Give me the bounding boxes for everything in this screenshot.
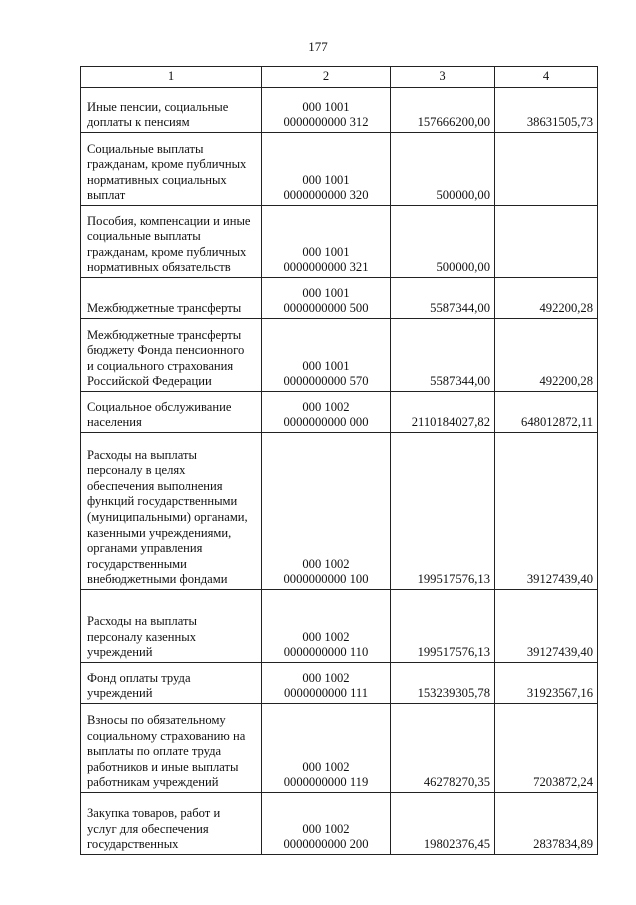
row-name-cell <box>81 133 262 206</box>
row-name-line: социальные выплаты <box>87 229 201 244</box>
row-code-cell <box>262 793 391 855</box>
row-name-line: гражданам, кроме публичных <box>87 244 247 259</box>
row-code-line: 0000000000 321 <box>283 260 369 275</box>
row-code-line: 0000000000 110 <box>283 645 369 660</box>
row-value-col3: 500000,00 <box>391 206 495 278</box>
row-name-line: Расходы на выплаты <box>87 614 197 629</box>
row-name-line: Межбюджетные трансферты <box>87 327 242 342</box>
row-value-col4: 7203872,24 <box>495 704 598 793</box>
row-value-col4 <box>495 133 598 206</box>
row-code-line: 0000000000 111 <box>283 686 369 701</box>
row-name-line: нормативных обязательств <box>87 260 231 275</box>
row-code-cell <box>262 392 391 433</box>
row-code-cell <box>262 133 391 206</box>
row-code-line: 000 1001 <box>302 99 350 114</box>
row-value-col3: 199517576,13 <box>391 590 495 663</box>
row-name-cell <box>81 206 262 278</box>
row-name-line: выплат <box>87 188 126 203</box>
table-row <box>81 206 598 278</box>
table-header-row <box>81 67 598 88</box>
row-name-line: нормативных социальных <box>87 172 227 187</box>
row-name-cell <box>81 793 262 855</box>
table-row <box>81 319 598 392</box>
row-code-line: 000 1002 <box>302 556 350 571</box>
row-code-line: 0000000000 312 <box>283 115 369 130</box>
row-name-line: Взносы по обязательному <box>87 713 226 728</box>
row-name-cell <box>81 88 262 133</box>
row-value-col4: 2837834,89 <box>495 793 598 855</box>
table-row <box>81 88 598 133</box>
row-name-line: Фонд оплаты труда <box>87 670 191 685</box>
row-code-line: 000 1002 <box>302 821 350 836</box>
row-name-line: Пособия, компенсации и иные <box>87 213 251 228</box>
table-row <box>81 793 598 855</box>
row-value-col4 <box>495 206 598 278</box>
row-value-col4: 492200,28 <box>495 278 598 319</box>
column-header: 1 <box>81 67 262 88</box>
page-number: 177 <box>308 39 328 54</box>
row-code-cell <box>262 663 391 704</box>
row-name-line: социальному страхованию на <box>87 728 246 743</box>
row-code-line: 000 1001 <box>302 172 350 187</box>
row-name-cell <box>81 704 262 793</box>
row-code-cell <box>262 704 391 793</box>
row-name-line: внебюджетными фондами <box>87 572 228 587</box>
row-name-line: работникам учреждений <box>87 775 219 790</box>
row-name-line: Расходы на выплаты <box>87 447 197 462</box>
row-name-line: персоналу в целях <box>87 463 186 478</box>
row-value-col4: 31923567,16 <box>495 663 598 704</box>
row-value-col4: 39127439,40 <box>495 433 598 590</box>
row-value-col4: 39127439,40 <box>495 590 598 663</box>
row-name-line: (муниципальными) органами, <box>87 510 248 525</box>
row-name-cell <box>81 392 262 433</box>
row-name-line: обеспечения выполнения <box>87 478 223 493</box>
row-code-cell <box>262 590 391 663</box>
table-row <box>81 433 598 590</box>
row-code-line: 000 1002 <box>302 759 350 774</box>
table-row <box>81 704 598 793</box>
row-value-col3: 19802376,45 <box>391 793 495 855</box>
row-name-line: Закупка товаров, работ и <box>87 806 221 821</box>
row-code-line: 0000000000 500 <box>283 301 369 316</box>
row-name-cell <box>81 590 262 663</box>
row-name-line: гражданам, кроме публичных <box>87 157 247 172</box>
row-value-col4: 38631505,73 <box>495 88 598 133</box>
row-code-cell <box>262 88 391 133</box>
table-row <box>81 663 598 704</box>
row-value-col3: 5587344,00 <box>391 319 495 392</box>
row-code-line: 0000000000 000 <box>283 415 369 430</box>
row-code-line: 0000000000 200 <box>283 837 369 852</box>
row-name-line: Межбюджетные трансферты <box>87 301 242 316</box>
row-value-col3: 5587344,00 <box>391 278 495 319</box>
column-header: 4 <box>495 67 598 88</box>
row-name-line: органами управления <box>87 541 203 556</box>
table-row <box>81 392 598 433</box>
table-row <box>81 278 598 319</box>
row-value-col3: 2110184027,82 <box>391 392 495 433</box>
row-code-cell <box>262 433 391 590</box>
column-header: 2 <box>262 67 391 88</box>
row-name-line: работников и иные выплаты <box>87 759 239 774</box>
row-code-line: 000 1002 <box>302 629 350 644</box>
row-code-line: 000 1002 <box>302 399 350 414</box>
row-code-cell <box>262 319 391 392</box>
row-name-line: выплаты по оплате труда <box>87 744 222 759</box>
row-value-col3: 199517576,13 <box>391 433 495 590</box>
row-name-cell <box>81 433 262 590</box>
row-name-cell <box>81 278 262 319</box>
row-name-line: Российской Федерации <box>87 374 212 389</box>
row-code-cell <box>262 206 391 278</box>
row-name-line: Социальное обслуживание <box>87 399 232 414</box>
row-code-line: 0000000000 100 <box>283 572 369 587</box>
row-code-cell <box>262 278 391 319</box>
row-name-line: государственных <box>87 837 179 852</box>
row-name-line: доплаты к пенсиям <box>87 115 190 130</box>
row-name-cell <box>81 663 262 704</box>
row-name-line: бюджету Фонда пенсионного <box>87 343 245 358</box>
table-row <box>81 133 598 206</box>
row-code-line: 0000000000 119 <box>283 775 369 790</box>
row-name-line: персоналу казенных <box>87 629 197 644</box>
row-code-line: 000 1001 <box>302 244 350 259</box>
row-value-col3: 153239305,78 <box>391 663 495 704</box>
row-code-line: 000 1002 <box>302 670 350 685</box>
row-value-col4: 648012872,11 <box>495 392 598 433</box>
row-name-line: Иные пенсии, социальные <box>87 99 229 114</box>
row-value-col4: 492200,28 <box>495 319 598 392</box>
row-name-line: услуг для обеспечения <box>87 821 209 836</box>
row-value-col3: 157666200,00 <box>391 88 495 133</box>
row-name-line: населения <box>87 415 142 430</box>
table-row <box>81 590 598 663</box>
budget-table <box>80 66 598 855</box>
row-value-col3: 46278270,35 <box>391 704 495 793</box>
row-code-line: 0000000000 570 <box>283 374 369 389</box>
row-name-line: функций государственными <box>87 494 238 509</box>
row-name-line: Социальные выплаты <box>87 141 204 156</box>
column-header: 3 <box>391 67 495 88</box>
row-code-line: 000 1001 <box>302 285 350 300</box>
row-name-line: и социального страхования <box>87 358 234 373</box>
row-name-line: государственными <box>87 556 187 571</box>
row-name-line: учреждений <box>87 686 153 701</box>
row-code-line: 0000000000 320 <box>283 188 369 203</box>
row-name-line: казенными учреждениями, <box>87 525 232 540</box>
row-value-col3: 500000,00 <box>391 133 495 206</box>
row-name-line: учреждений <box>87 645 153 660</box>
row-code-line: 000 1001 <box>302 358 350 373</box>
row-name-cell <box>81 319 262 392</box>
